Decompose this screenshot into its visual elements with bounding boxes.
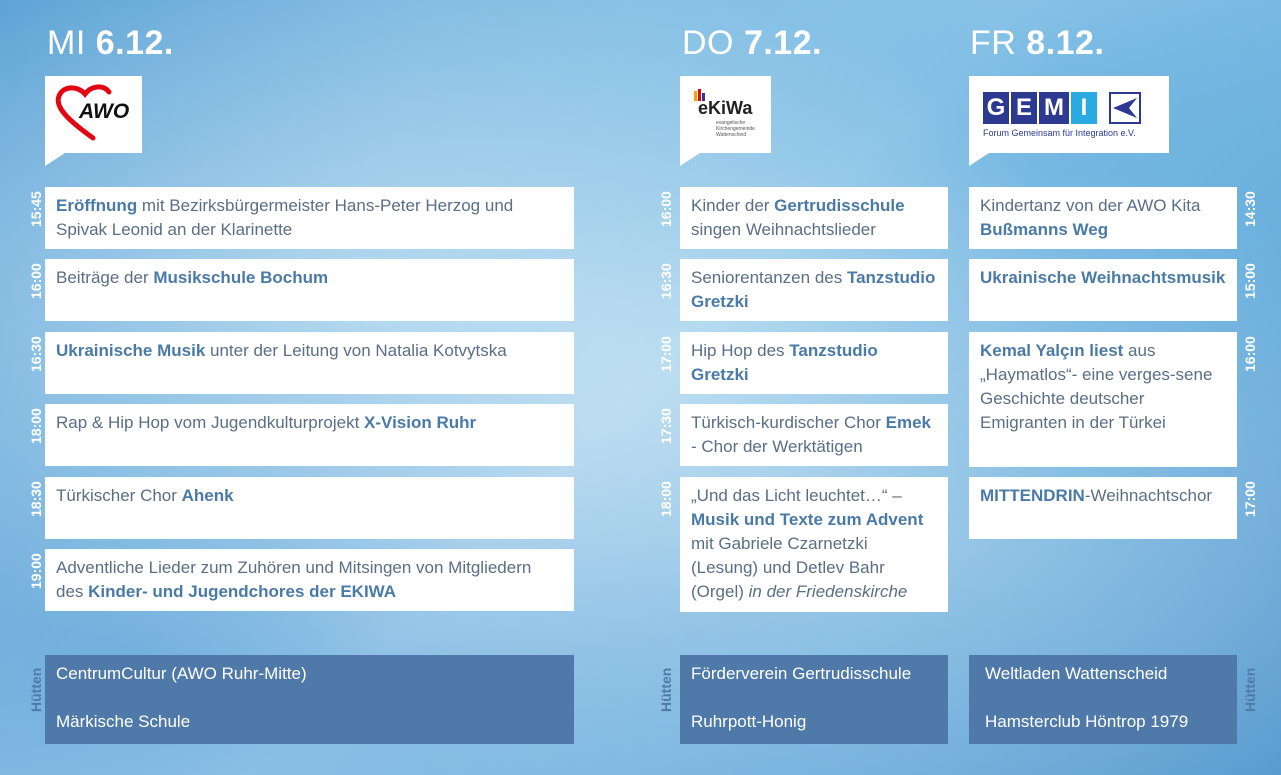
event-card [680, 404, 948, 466]
gemi-star-icon [1109, 92, 1141, 124]
event-text: - Chor der Werktätigen [691, 437, 863, 456]
event-card [680, 332, 948, 394]
day-title-thu: DO 7.12. [682, 24, 823, 62]
event-card [969, 187, 1237, 249]
huts-label-wed: Hütten [28, 667, 44, 712]
huts-label-thu: Hütten [658, 667, 674, 712]
event-card [45, 259, 574, 321]
event-text: Rap & Hip Hop vom Jugendkulturprojekt [56, 413, 365, 432]
event-time: 17:00 [1242, 481, 1258, 517]
day-title-fri: FR 8.12. [970, 24, 1105, 62]
hut-item: Weltladen Wattenscheid [985, 664, 1168, 683]
event-text: Kinder- und Jugendchores der EKIWA [88, 582, 397, 601]
event-text: Kinder der [691, 196, 775, 215]
event-card [45, 549, 574, 611]
event-text: -Weihnachtschor [1084, 486, 1213, 505]
event-text: singen Weihnachtslieder [691, 220, 876, 239]
awo-logo [45, 76, 142, 153]
event-time: 16:00 [1242, 336, 1258, 372]
event-text: „Und das Licht leuchtet…“ – [691, 486, 902, 505]
event-text: Türkisch-kurdischer Chor [691, 413, 886, 432]
huts-thu [680, 655, 948, 744]
event-card [680, 477, 948, 612]
gemi-logo-letters: G E M I [983, 92, 1097, 124]
event-text: Kindertanz von der AWO Kita [980, 196, 1201, 215]
event-card [45, 332, 574, 394]
huts-wed [45, 655, 574, 744]
hut-item: Förderverein Gertrudisschule [691, 664, 912, 683]
event-time: 18:00 [658, 481, 674, 517]
event-card [680, 259, 948, 321]
huts-fri [969, 655, 1237, 744]
event-time: 15:45 [28, 191, 44, 227]
hut-item: Märkische Schule [56, 712, 191, 731]
event-text: X-Vision Ruhr [364, 413, 477, 432]
event-card [969, 477, 1237, 539]
day-title-wed: MI 6.12. [47, 24, 174, 62]
event-time: 16:30 [28, 336, 44, 372]
event-text: Adventliche Lieder zum Zuhören und Mitsingen von Mitgliedern des [56, 558, 532, 601]
event-card [969, 259, 1237, 321]
event-text: Ukrainische Musik [56, 341, 206, 360]
huts-label-fri: Hütten [1242, 667, 1258, 712]
gemi-logo-subtext: Forum Gemeinsam für Integration e.V. [983, 128, 1136, 138]
event-time: 16:00 [658, 191, 674, 227]
event-time: 16:30 [658, 263, 674, 299]
event-text: Ukrainische Weihnachtsmusik [980, 268, 1226, 287]
event-text: aus „Haymatlos“- eine verges-sene Geschichte deutscher Emigranten in der Türkei [980, 341, 1213, 432]
hut-item: Hamsterclub Höntrop 1979 [985, 712, 1189, 731]
event-text: Musik und Texte zum Advent [691, 510, 924, 529]
event-time: 18:00 [28, 408, 44, 444]
event-text: mit Gabriele Czarnetzki (Lesung) und Detlev Bahr (Orgel) [691, 534, 885, 601]
event-text: Tanzstudio Gretzki [691, 268, 936, 311]
event-text: Türkischer Chor [56, 486, 182, 505]
event-text: Bußmanns Weg [980, 220, 1109, 239]
event-time: 16:00 [28, 263, 44, 299]
event-time: 17:30 [658, 408, 674, 444]
event-text: Ahenk [181, 486, 234, 505]
event-card [45, 404, 574, 466]
event-text: Eröffnung [56, 196, 138, 215]
event-card [45, 477, 574, 539]
event-text: Beiträge der [56, 268, 154, 287]
gemi-logo [969, 76, 1169, 153]
event-card [45, 187, 574, 249]
event-text: Emek [885, 413, 931, 432]
event-text: Musikschule Bochum [153, 268, 329, 287]
event-text: Gertrudisschule [774, 196, 905, 215]
event-text: in der Friedenskirche [748, 582, 908, 601]
ekiwa-logo-text: eKiWa [698, 98, 753, 118]
event-time: 19:00 [28, 553, 44, 589]
ekiwa-logo-subtext: evangelische Kirchengemeinde Wattenscheid [716, 120, 755, 138]
event-text: Tanzstudio Gretzki [691, 341, 878, 384]
event-text: Hip Hop des [691, 341, 790, 360]
event-time: 18:30 [28, 481, 44, 517]
event-card [969, 332, 1237, 467]
event-card [680, 187, 948, 249]
event-time: 15:00 [1242, 263, 1258, 299]
ekiwa-logo [680, 76, 771, 153]
event-text: mit Bezirksbürgermeister Hans-Peter Herzog und Spivak Leonid an der Klarinette [56, 196, 514, 239]
event-text: Kemal Yalçın liest [980, 341, 1124, 360]
event-text: Seniorentanzen des [691, 268, 847, 287]
event-text: MITTENDRIN [980, 486, 1085, 505]
awo-logo-text: AWO [79, 100, 130, 123]
event-time: 14:30 [1242, 191, 1258, 227]
event-text: unter der Leitung von Natalia Kotvytska [205, 341, 507, 360]
event-time: 17:00 [658, 336, 674, 372]
hut-item: CentrumCultur (AWO Ruhr-Mitte) [56, 664, 307, 683]
hut-item: Ruhrpott-Honig [691, 712, 807, 731]
